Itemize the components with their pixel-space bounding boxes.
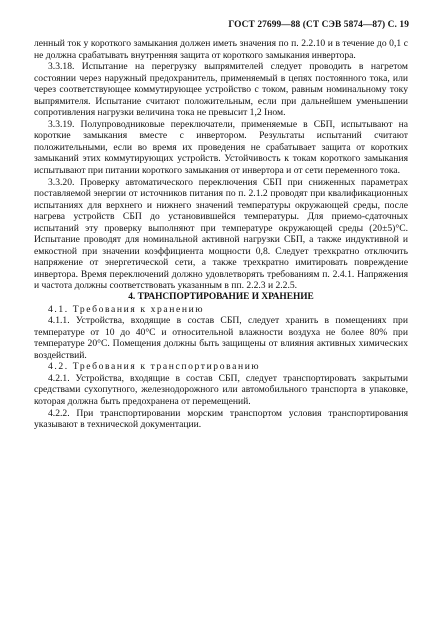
paragraph-continuation: ленный ток у короткого замыкания должен иметь значения по п. 2.2.10 и в течение до 0,1 с не должна срабатывать внутренняя защита от короткого замыкания инвертора. <box>34 38 408 61</box>
subsection-4-1-title: 4.1. Требования к хранению <box>48 303 205 315</box>
page-header: ГОСТ 27699—88 (СТ СЭВ 5874—87) С. 19 <box>228 20 409 30</box>
paragraph-3-3-18: 3.3.18. Испытание на перегрузку выпрямителей следует проводить в нагретом состоянии через наружный предохранитель, применяемый в цепях постоянного тока, или через соответствующее коммутирующее устройство с током, равным номинальному току выпрямителя. Испытание считают положительным, если при дальнейшем уменьшении сопротивления нагрузки величина тока не превысит 1,2 Iном. <box>34 61 408 119</box>
paragraph-3-3-19: 3.3.19. Полупроводниковые переключатели, применяемые в СБП, испытывают на короткие замыкания вместе с инвертором. Результаты испытаний считают положительными, если во время их проведения не срабатывает защита от коротких замыканий этих коммутирующих устройств. Устойчивость к токам короткого замыкания испытывают при питании короткого замыкания от инвертора и от сети переменного тока. <box>34 118 408 177</box>
paragraph-3-3-20: 3.3.20. Проверку автоматического переключения СБП при сниженных параметрах поставляемой энергии от источников питания по п. 2.1.2 проводят при квалификационных испытаниях для верхнего и нижнего значений температуры окружающей среды, после нагрева устройств СБП до установившейся температуры. Для приемо-сдаточных испытаний эту проверку выполняют при температуре окружающей среды (20±5)°С. Испытание проводят для номинальной активной нагрузки СБП, а также индуктивной и емкостной при значении коэффициента мощности 0,8. Следует трехкратно отключить напряжение от энергетической сети, а также трехкратно имитировать повреждение инвертора. Время переключений должно удовлетворять требованиям п. 2.4.1. Напряжения и частота должны соответствовать указанным в пп. 2.2.3 и 2.2.5. <box>34 176 408 292</box>
paragraph-4-2-1: 4.2.1. Устройства, входящие в состав СБП, следует транспортировать закрытыми средствами сухопутного, железнодорожного или автомобильного транспорта в упаковке, которая должна быть предохранена от перемещений. <box>34 372 408 407</box>
section-title: 4. ТРАНСПОРТИРОВАНИЕ И ХРАНЕНИЕ <box>128 292 314 303</box>
paragraph-4-1-1: 4.1.1. Устройства, входящие в состав СБП, следует хранить в помещениях при температуре от 10 до 40°С и относительной влажности воздуха не более 80% при температуре 20°С. Помещения должны быть защищены от влияния активных химических воздействий. <box>34 315 408 361</box>
document-body <box>34 38 408 431</box>
subsection-4-2-title: 4.2. Требования к транспортированию <box>48 361 261 373</box>
paragraph-4-2-2: 4.2.2. При транспортировании морским транспортом условия транспортирования указывают в технической документации. <box>34 407 408 431</box>
